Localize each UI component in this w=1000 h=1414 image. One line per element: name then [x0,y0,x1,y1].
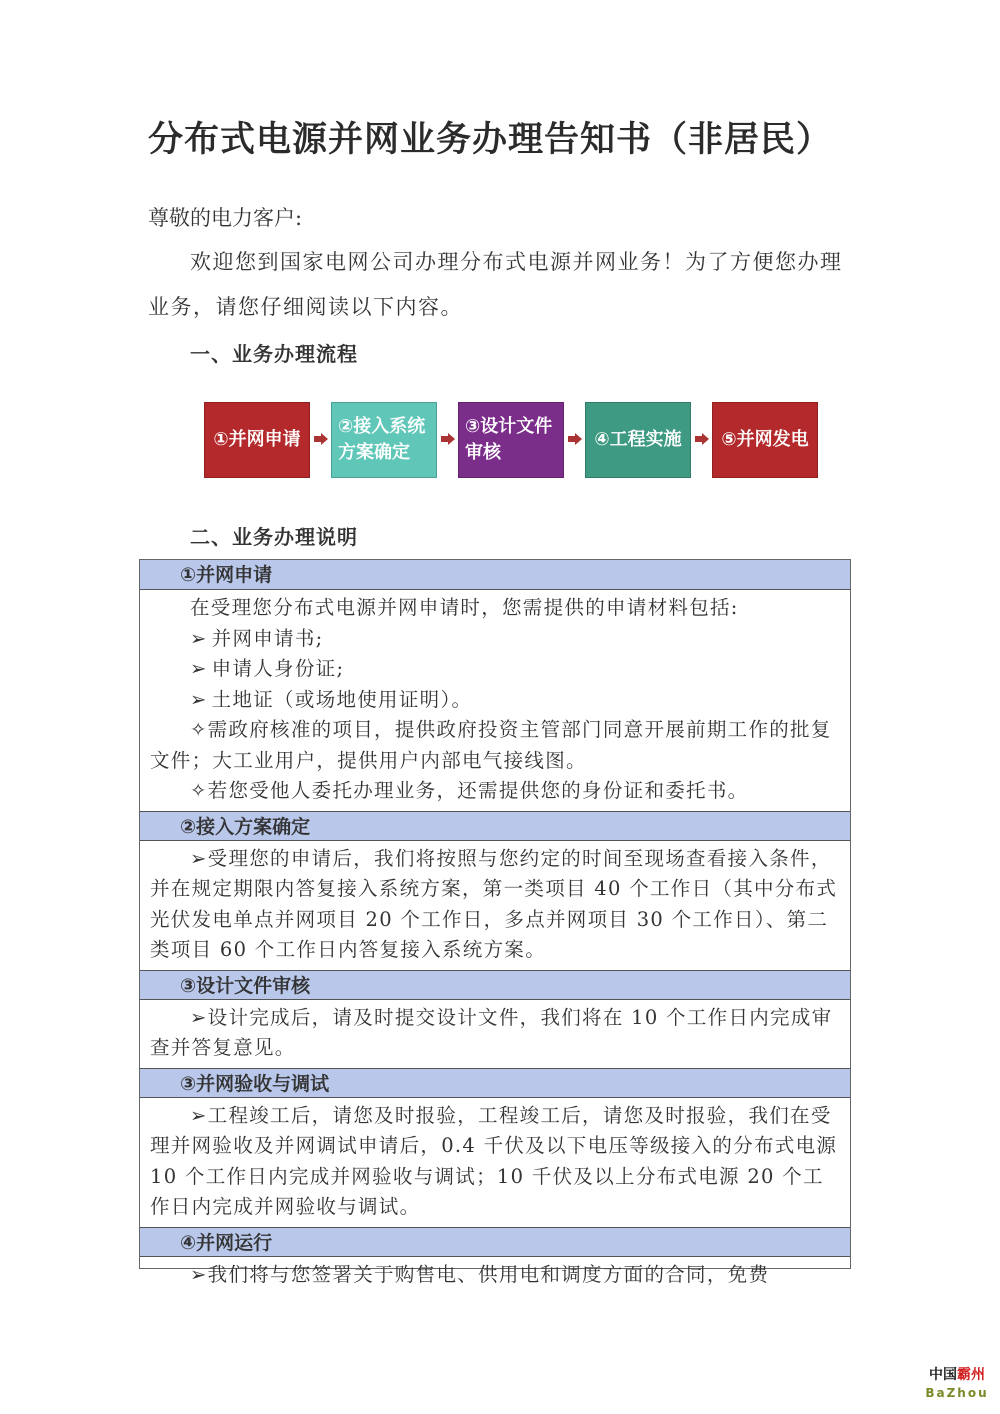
application-note-1: ✧需政府核准的项目，提供政府投资主管部门同意开展前期工作的批复文件；大工业用户，提供用户内部电气接线图。 [150,718,832,772]
row-heading-design-review: ③设计文件审核 [140,970,850,1000]
site-watermark: 中国霸州 BaZhou [925,1367,989,1400]
arrow-bullet-icon: ➢ [190,1005,208,1029]
arrow-bullet-icon: ➢ [190,657,208,680]
arrow-bullet-icon: ➢ [190,626,208,650]
diamond-bullet-icon: ✧ [190,718,208,741]
arrow-right-icon [314,432,328,446]
diamond-bullet-icon: ✧ [190,779,208,802]
row-heading-acceptance: ③并网验收与调试 [140,1068,850,1098]
row-heading-operation: ④并网运行 [140,1227,850,1257]
row-heading-application: ①并网申请 [140,560,850,590]
arrow-bullet-icon: ➢ [190,687,208,711]
section-heading-description: 二、业务办理说明 [190,525,358,549]
application-lead: 在受理您分布式电源并网申请时，您需提供的申请材料包括: [190,596,739,619]
section-heading-process: 一、业务办理流程 [190,342,358,366]
description-table [139,559,851,1286]
row-body-access-plan: ➢受理您的申请后，我们将按照与您约定的时间至现场查看接入条件，并在规定期限内答复接入系统方案，第一类项目 40 个工作日（其中分布式光伏发电单点并网项目 20 个工作日，多点并网项目 30 个工作日）、第二类项目 60 个工作日内答复接入系统方案。 [150,846,838,961]
arrow-right-icon [695,432,709,446]
arrow-right-icon [441,432,455,446]
flow-step-4: ④工程实施 [585,402,691,478]
arrow-bullet-icon: ➢ [190,1262,208,1286]
process-flowchart [204,402,820,480]
row-body-operation: ➢我们将与您签署关于购售电、供用电和调度方面的合同，免费 [190,1262,770,1286]
arrow-bullet-icon: ➢ [190,846,208,870]
application-note-2: ✧若您受他人委托办理业务，还需提供您的身份证和委托书。 [190,779,749,802]
flow-step-5: ⑤并网发电 [712,402,818,478]
list-item: ➢ 并网申请书; [190,626,324,650]
flow-step-2: ②接入系统方案确定 [331,402,437,478]
arrow-right-icon [568,432,582,446]
page-title: 分布式电源并网业务办理告知书（非居民） [148,119,833,160]
flow-step-1: ①并网申请 [204,402,310,478]
arrow-bullet-icon: ➢ [190,1103,208,1127]
row-body-design-review: ➢设计完成后，请及时提交设计文件，我们将在 10 个工作日内完成审查并答复意见。 [150,1005,833,1059]
list-item: ➢ 申请人身份证; [190,657,345,680]
salutation: 尊敬的电力客户: [148,206,303,230]
list-item: ➢ 土地证（或场地使用证明）。 [190,687,473,711]
row-body-application [140,590,850,811]
row-body-acceptance: ➢工程竣工后，请您及时报验，工程竣工后，请您及时报验，我们在受理并网验收及并网调试申请后，0.4 千伏及以下电压等级接入的分布式电源 10 个工作日内完成并网验收与调试；10 千伏及以上分布式电源 20 个工作日内完成并网验收与调试。 [150,1103,838,1218]
intro-paragraph: 欢迎您到国家电网公司办理分布式电源并网业务！为了方便您办理业务，请您仔细阅读以下内容。 [148,250,843,319]
row-heading-access-plan: ②接入方案确定 [140,811,850,841]
flow-step-3: ③设计文件审核 [458,402,564,478]
